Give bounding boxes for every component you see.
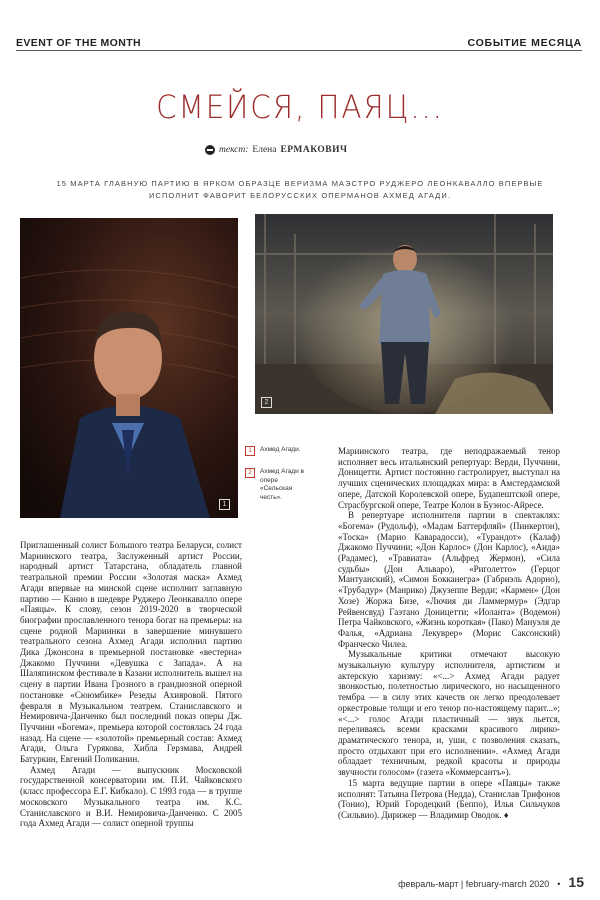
captions bbox=[245, 446, 305, 502]
byline-icon bbox=[205, 145, 215, 155]
byline-last-name: ЕРМАКОВИЧ bbox=[280, 145, 348, 155]
footer-bullet: • bbox=[557, 879, 561, 889]
page-footer bbox=[398, 874, 584, 890]
portrait-photo bbox=[20, 218, 238, 518]
article-lead bbox=[40, 178, 560, 202]
caption-2 bbox=[245, 468, 305, 502]
left-column bbox=[20, 540, 242, 829]
byline-first-name: Елена bbox=[252, 145, 277, 155]
paragraph: Музыкальные критики отмечают высокую музыкальную культуру исполнителя, артистизм и актерскую харизму: «<...> Ахмед Агади радует звонкостью, полетностью лирического, но насыщенного тембра — в силу этих качеств он легко преодолевает оркестровые толщи и его тенор по-настоящему парит...»; «<...> голос Агади пластичный — звук льется, переливаясь всеми красками красивого лирико-драматического тенора, и, уши, с позволения сказать, просто отдыхают при его исполнении». «Ахмед Агади обладает техничным, редкой красоты и природы звучности голосом» (газета «Коммерсантъ»). bbox=[338, 649, 560, 778]
caption-1 bbox=[245, 446, 305, 456]
photo-number-1: 1 bbox=[219, 499, 230, 510]
lead-text: 15 МАРТА ГЛАВНУЮ ПАРТИЮ В ЯРКОМ ОБРАЗЦЕ ВЕРИЗМА МАЭСТРО РУДЖЕРО ЛЕОНКАВАЛЛО ВПЕРВЫЕ ИСПОЛНИТ ФАВОРИТ БЕЛОРУССКИХ ОПЕРМАНОВ АХМЕД АГАДИ. bbox=[56, 179, 544, 200]
caption-text: Ахмед Агади в опере «Сельская честь». bbox=[260, 468, 304, 501]
paragraph: В репертуаре исполнителя партии в спектаклях: «Богема» (Рудольф), «Мадам Баттерфляй» (Пинкертон), «Тоска» (Марио Каварадосси), «Турандот» (Калаф) Джакомо Пуччини; «Дон Карлос» (Дон Карлос), «Аида» (Радамес), «Травиата» (Альфред Жермон), «Сила судьбы» (Дон Альваро), «Риголетто» (Герцог Мантуанский), «Симон Бокканегра» (Габриэль Адорно), «Трубадур» (Манрико) Джузеппе Верди; «Кармен» (Дон Хозе) Жоржа Бизе, «Лючия ди Ламмермур» (Эдгар Рейвенсвуд) Гаэтано Доницетти; «Иоланта» (Водемон) Петра Чайковского, «Жизнь короткая» (Пако) Мануэля де Фалья, «Адриана Лекуврер» (Морис Саксонский) Франческо Чилеа. bbox=[338, 510, 560, 649]
paragraph: 15 марта ведущие партии в опере «Паяцы» также исполнят: Татьяна Петрова (Недда), Станислав Трифонов (Тонио), Юрий Городецкий (Беппо), Илья Сильчуков (Сильвио). Дирижер — Владимир Оводок. ♦ bbox=[338, 777, 560, 820]
caption-number: 2 bbox=[245, 468, 255, 478]
stage-illustration bbox=[255, 214, 553, 414]
paragraph: Ахмед Агади — выпускник Московской государственной консерватории им. П.И. Чайковского (класс профессора Е.Г. Кибкало). С 1993 года — в труппе московского Музыкального театра им. К.С. Станиславского и В.И. Немировича-Данченко. С 2005 года Ахмед Агади — солист оперной труппы bbox=[20, 764, 242, 829]
byline bbox=[205, 145, 348, 155]
right-column bbox=[338, 446, 560, 821]
stage-photo bbox=[255, 214, 553, 414]
header-rule bbox=[16, 50, 582, 51]
section-label-en: EVENT OF THE MONTH bbox=[16, 37, 142, 49]
section-label-ru: СОБЫТИЕ МЕСЯЦА bbox=[467, 37, 582, 49]
portrait-illustration bbox=[20, 218, 238, 518]
caption-number: 1 bbox=[245, 446, 255, 456]
paragraph: Приглашенный солист Большого театра Беларуси, солист Мариинского театра, Заслуженный артист России, народный артист Татарстана, обладатель главной театральной премии России «Золотая маска» Ахмед Агади впервые на минской сцене исполнит заглавную партию — Канио в шедевре Руджеро Леонкавалло опере «Паяцы». К слову, сезон 2019-2020 в творческой биографии прославленного тенора богат на премьеры: на сцене родной Мариинки в завершение минувшего театрального сезона Ахмед Агади исполнил партию Дика Джонсона в премьерной постановке «вестерна» Джакомо Пуччини «Девушка с Запада». А на Шаляпинском фестивале в Казани исполнитель вышел на сцену в партии Ивана Грозного в грандиозной оперной постановке «Сююмбике» Резеды Ахияровой. Пятого февраля в Музыкальном театрем. Станиславского и Немировича-Данченко был последний показ оперы Дж. Пуччини «Богема», премьера которой состоялась 24 года назад. На сцене — «золотой» премьерный состав: Ахмед Агади, Ольга Гурякова, Хибла Герзмава, Андрей Батуркин, Евгений Поликанин. bbox=[20, 540, 242, 765]
byline-prefix: текст: bbox=[219, 145, 249, 155]
caption-text: Ахмед Агади. bbox=[260, 446, 301, 453]
issue-label: февраль-март | february-march 2020 bbox=[398, 879, 550, 889]
paragraph: Мариинского театра, где неподражаемый тенор исполняет весь итальянский репертуар: Верди, Пуччини, Доницетти. Артист постоянно гастролирует, выступал на лучших сценических площадках мира: в Амстердамской опере, Датской Королевской опере, Будапештской опере, Страсбургской опере, Театре Колон в Буэнос-Айресе. bbox=[338, 446, 560, 510]
photo-number-2: 2 bbox=[261, 397, 272, 408]
article-title: СМЕЙСЯ, ПАЯЦ... bbox=[156, 88, 444, 126]
page-number: 15 bbox=[568, 874, 584, 890]
